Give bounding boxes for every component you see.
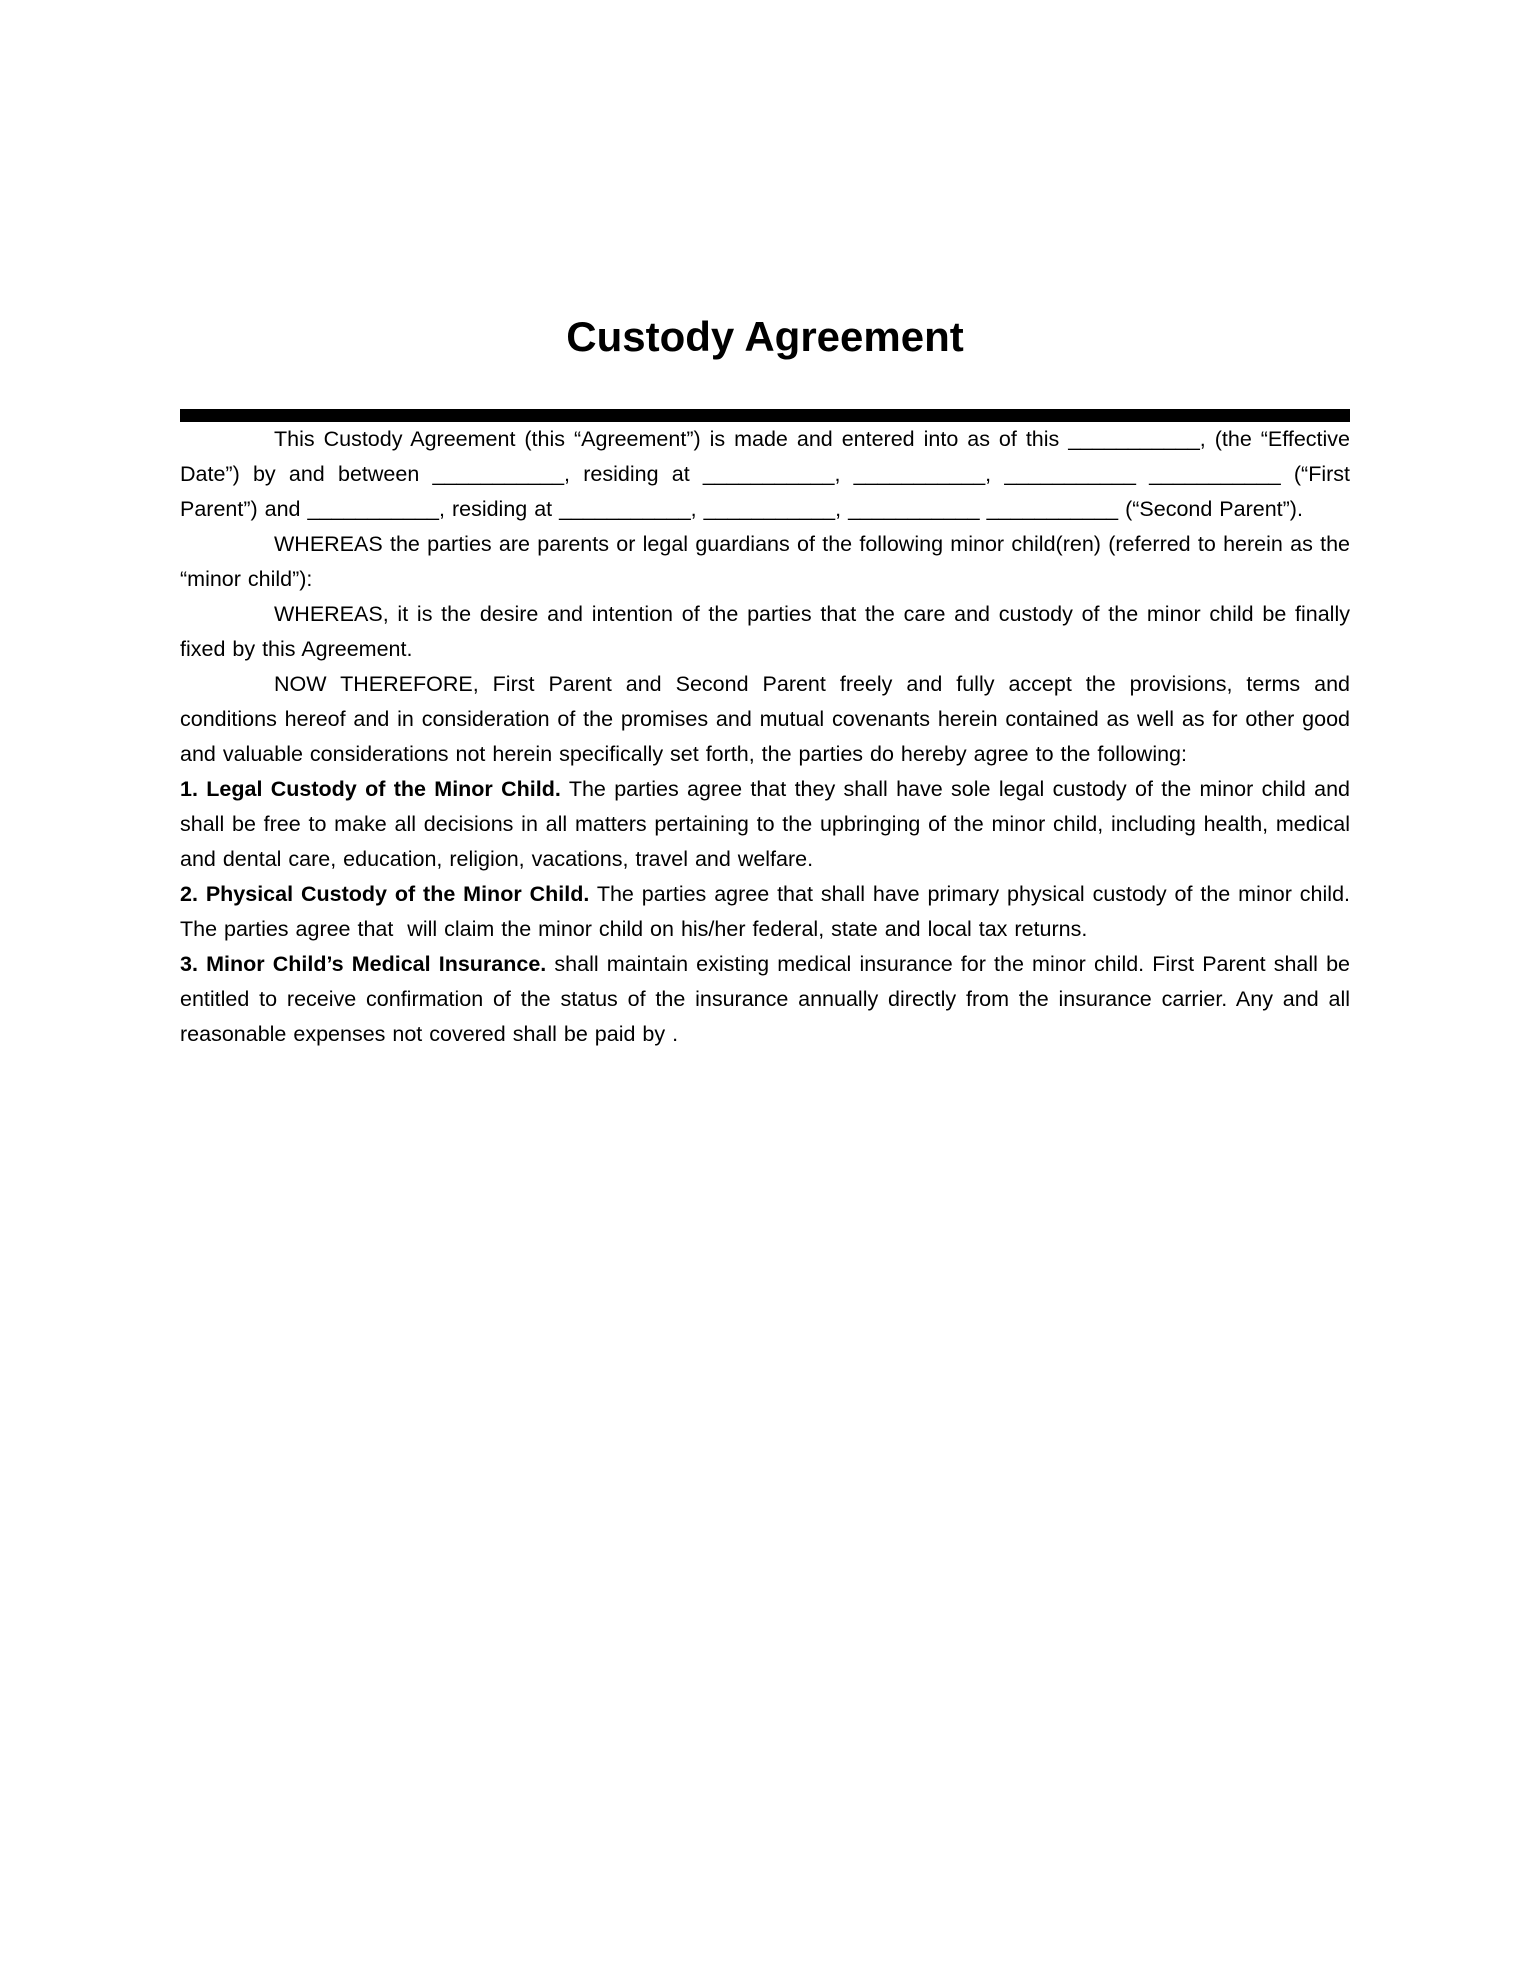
document-title: Custody Agreement bbox=[566, 313, 964, 360]
section-3-medical-insurance bbox=[180, 947, 1350, 1052]
section-1-legal-custody bbox=[180, 772, 1350, 877]
section-3-heading: 3. Minor Child’s Medical Insurance. bbox=[180, 952, 547, 976]
section-1-body: The parties agree that they shall have sole legal custody of the minor child and shall be free to make all decisions in all matters pertaining to the upbringing of the minor child, including health, medical and dental care, education, religion, vacations, travel and welfare. bbox=[180, 777, 1350, 871]
intro-paragraph: This Custody Agreement (this “Agreement”) is made and entered into as of this ___________, (the “Effective Date”) by and between ___________, residing at ___________, ___________, ___________ ___________ (“First Parent”) and ___________, residing at ___________, ___________, ___________ ___________ (“Second Parent”). bbox=[180, 427, 1350, 521]
whereas-guardians-paragraph: WHEREAS the parties are parents or legal guardians of the following minor child(ren) (referred to herein as the “minor child”): bbox=[180, 532, 1350, 591]
section-1-heading: 1. Legal Custody of the Minor Child. bbox=[180, 777, 561, 801]
section-2-body: The parties agree that shall have primary physical custody of the minor child. The parties agree that will claim the minor child on his/her federal, state and local tax returns. bbox=[180, 882, 1351, 941]
section-2-heading: 2. Physical Custody of the Minor Child. bbox=[180, 882, 590, 906]
section-3-body: shall maintain existing medical insurance for the minor child. First Parent shall be entitled to receive confirmation of the status of the insurance annually directly from the insurance carrier. Any and all reasonable expenses not covered shall be paid by . bbox=[180, 952, 1350, 1046]
section-2-physical-custody bbox=[180, 877, 1350, 947]
now-therefore-paragraph: NOW THEREFORE, First Parent and Second Parent freely and fully accept the provisions, terms and conditions hereof and in consideration of the promises and mutual covenants herein contained as well as for other good and valuable considerations not herein specifically set forth, the parties do hereby agree to the following: bbox=[180, 672, 1350, 766]
title-divider-rule bbox=[180, 409, 1350, 422]
whereas-custody-paragraph: WHEREAS, it is the desire and intention of the parties that the care and custody of the minor child be finally fixed by this Agreement. bbox=[180, 602, 1350, 661]
